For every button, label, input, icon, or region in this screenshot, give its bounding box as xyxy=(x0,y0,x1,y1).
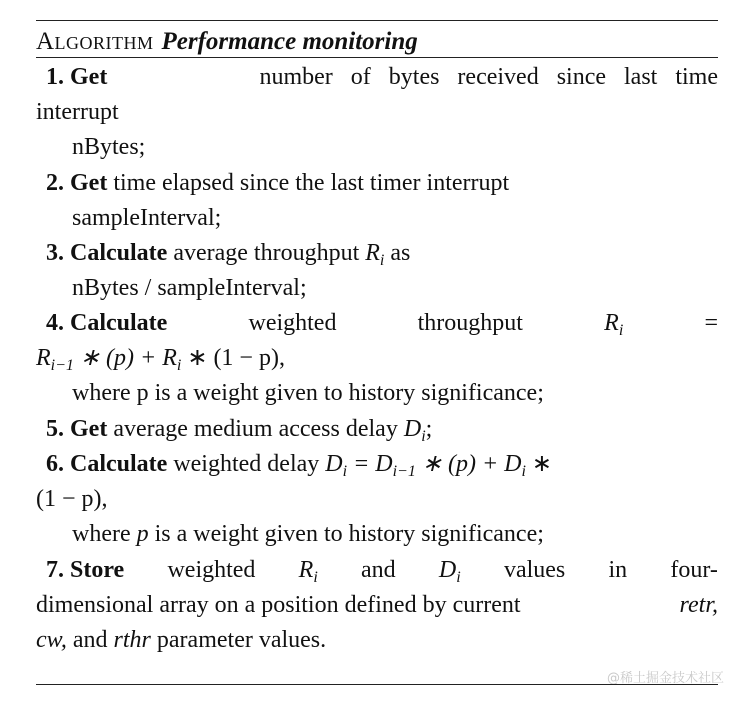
step-6-fb: = D xyxy=(353,451,393,477)
step-7-line-1 xyxy=(36,555,718,593)
step-2-number: 2. xyxy=(46,170,64,196)
step-7-var2-sub: i xyxy=(456,569,461,586)
title-rule xyxy=(36,57,718,58)
step-6-rest: is a weight given to history significance; xyxy=(154,521,544,547)
step-4-number: 4. xyxy=(46,310,64,336)
step-6-line-2: (1 − p), xyxy=(36,486,108,512)
step-2-text: time elapsed since the last timer interrupt xyxy=(113,170,510,196)
step-7-var1-sub: i xyxy=(313,569,318,586)
step-4-line-1 xyxy=(36,308,718,346)
step-1-number: 1. xyxy=(46,64,64,90)
step-6-fb-sub: i−1 xyxy=(392,463,416,480)
step-3-number: 3. xyxy=(46,240,64,266)
step-7-line-2 xyxy=(36,590,718,620)
algorithm-label: Algorithm xyxy=(36,28,154,55)
step-7-word-four: four- xyxy=(670,557,718,583)
step-5-var: D xyxy=(403,416,422,442)
step-6-keyword: Calculate xyxy=(70,451,168,477)
step-1-line-2: interrupt xyxy=(36,99,119,125)
step-4-line-3: where p is a weight given to history significance; xyxy=(72,380,544,406)
step-7-word-in: in xyxy=(608,557,628,583)
step-3-sub: i xyxy=(379,252,385,269)
step-3-var: R xyxy=(365,240,380,266)
step-7-rthr: rthr xyxy=(113,627,151,653)
step-6-fa-sub: i xyxy=(342,463,348,480)
step-5-text: average medium access delay xyxy=(113,416,398,442)
top-rule xyxy=(36,20,718,21)
step-5-sub: i xyxy=(421,428,426,445)
step-1-line-1 xyxy=(36,62,718,92)
step-3-line-1 xyxy=(46,238,410,276)
step-7-number: 7. xyxy=(46,557,64,583)
step-2-line-2: sampleInterval; xyxy=(72,205,222,231)
step-7-var1: R xyxy=(298,557,314,583)
step-5-number: 5. xyxy=(46,416,64,442)
step-7-end: parameter values. xyxy=(156,627,327,653)
step-6-text: weighted delay xyxy=(173,451,320,477)
step-6-line-3 xyxy=(72,519,544,549)
step-5-after: ; xyxy=(425,416,433,442)
step-1-line-3: nBytes; xyxy=(72,134,146,160)
step-4-sub: i xyxy=(618,322,624,339)
algorithm-title xyxy=(36,26,418,57)
algorithm-name: Performance monitoring xyxy=(161,28,418,55)
step-7-word-and: and xyxy=(361,557,396,583)
step-7-and: and xyxy=(72,627,108,653)
step-6-fa: D xyxy=(325,451,343,477)
step-5-keyword: Get xyxy=(70,416,108,442)
step-7-line-3 xyxy=(36,625,326,655)
step-7-retr: retr, xyxy=(679,592,718,618)
step-3-after: as xyxy=(390,240,411,266)
step-6-p-var: p xyxy=(136,521,149,547)
step-4-formula-sub2: i xyxy=(176,357,182,374)
step-4-word-weighted: weighted xyxy=(248,310,337,336)
step-4-formula-r: R xyxy=(36,345,51,371)
step-3-line-2: nBytes / sampleInterval; xyxy=(72,275,307,301)
step-4-var: R xyxy=(604,310,619,336)
step-5-line-1 xyxy=(46,414,432,452)
step-6-fd: ∗ xyxy=(531,451,553,477)
step-2-keyword: Get xyxy=(70,170,108,196)
step-1-keyword: Get xyxy=(70,64,108,90)
bottom-rule xyxy=(36,684,718,685)
watermark: @稀土掘金技术社区 xyxy=(606,671,724,686)
step-7-word-weighted: weighted xyxy=(167,557,256,583)
step-4-formula-end: ∗ (1 − p), xyxy=(187,345,285,371)
step-6-fc: ∗ (p) + D xyxy=(421,451,522,477)
step-3-text: average throughput xyxy=(173,240,360,266)
step-7-keyword: Store xyxy=(70,557,125,583)
step-4-formula-rest: ∗ (p) + R xyxy=(79,345,177,371)
step-7-word-values: values xyxy=(503,557,566,583)
step-4-equals: = xyxy=(704,310,718,336)
step-6-number: 6. xyxy=(46,451,64,477)
step-4-keyword: Calculate xyxy=(70,310,168,336)
step-2-line-1 xyxy=(46,168,509,198)
step-1-text: number of bytes received since last time xyxy=(259,64,718,90)
step-6-line-1 xyxy=(46,449,552,487)
step-7-var2: D xyxy=(438,557,457,583)
step-6-where: where xyxy=(72,521,131,547)
step-7-cw: cw, xyxy=(36,627,67,653)
step-3-keyword: Calculate xyxy=(70,240,168,266)
step-4-formula-sub: i−1 xyxy=(50,357,74,374)
step-4-word-throughput: throughput xyxy=(417,310,523,336)
step-6-fc-sub: i xyxy=(521,463,526,480)
step-7-line2-text: dimensional array on a position defined by current xyxy=(36,592,521,618)
step-4-line-2 xyxy=(36,343,285,381)
